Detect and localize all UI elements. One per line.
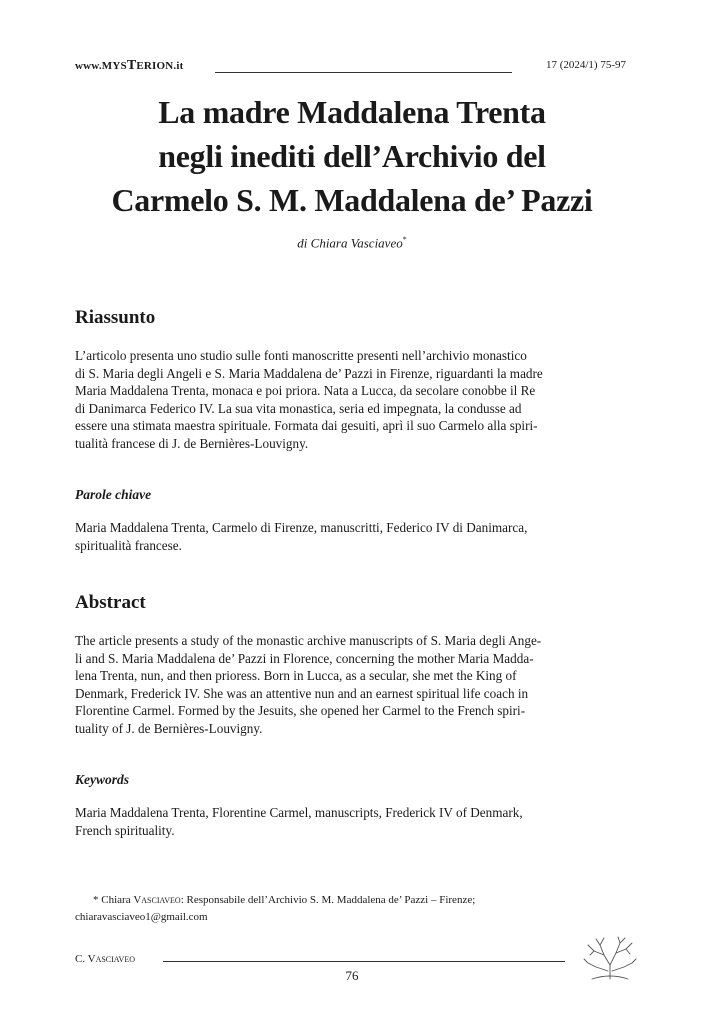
keywords-heading: Keywords (75, 772, 129, 787)
riassunto-line: di Danimarca Federico IV. La sua vita monastica, seria ed impegnata, la condusse ad (75, 400, 522, 416)
parole-chiave-line: Maria Maddalena Trenta, Carmelo di Firenze, manuscritti, Federico IV di Danimarca, (75, 520, 528, 535)
site-part1: www.MYS (75, 60, 127, 72)
abstract-text (75, 632, 635, 737)
article-author (0, 235, 704, 251)
coral-branch-icon (582, 935, 638, 981)
riassunto-line: L’articolo presenta uno studio sulle fonti manoscritte presenti nell’archivio monastico (75, 348, 527, 363)
site-big-letter: T (126, 58, 137, 73)
riassunto-heading: Riassunto (75, 307, 156, 328)
header-divider (215, 72, 512, 73)
abstract-line: li and S. Maria Maddalena de’ Pazzi in Florence, concerning the mother Maria Madda- (75, 650, 534, 666)
abstract-line: Florentine Carmel. Formed by the Jesuits, she opened her Carmel to the French spiri- (75, 703, 526, 718)
footer-divider (163, 961, 565, 962)
riassunto-line: di S. Maria degli Angeli e S. Maria Maddalena de’ Pazzi in Firenze, riguardanti la madre (75, 365, 543, 381)
title-line-3: Carmelo S. M. Maddalena de’ Pazzi (111, 182, 593, 218)
keywords-line: Maria Maddalena Trenta, Florentine Carmel, manuscripts, Frederick IV of Denmark, (75, 805, 523, 820)
page-number: 76 (345, 968, 359, 983)
site-part2: ERION.it (136, 60, 184, 72)
abstract-heading: Abstract (75, 592, 146, 613)
abstract-line: lena Trenta, nun, and then prioress. Born in Lucca, as a secular, she met the King of (75, 668, 517, 683)
title-line-2: negli inediti dell’Archivio del (158, 138, 546, 174)
author-footnote-mark: * (402, 235, 407, 244)
parole-chiave-text (75, 519, 635, 554)
parole-chiave-heading: Parole chiave (75, 487, 152, 502)
riassunto-line: tualità francese di J. de Bernières-Louvigny. (75, 435, 309, 451)
riassunto-line: essere una stimata maestra spirituale. Formata dai gesuiti, aprì il suo Carmelo alla spiri- (75, 418, 538, 433)
parole-chiave-line: spiritualità francese. (75, 537, 182, 553)
footnote-last-name: Vasciaveo (133, 894, 181, 906)
keywords-text (75, 804, 635, 839)
abstract-line: tuality of J. de Bernières-Louvigny. (75, 720, 263, 736)
footnote-email: chiaravasciaveo1@gmail.com (75, 911, 208, 923)
title-line-1: La madre Maddalena Trenta (158, 94, 546, 130)
author-footnote (75, 892, 635, 926)
riassunto-text (75, 347, 635, 452)
footnote-marker: * (93, 894, 99, 906)
keywords-line: French spirituality. (75, 822, 175, 838)
running-author: C. Vasciaveo (75, 953, 135, 965)
footnote-text: : Responsabile dell’Archivio S. M. Maddalena de’ Pazzi – Firenze; (180, 894, 476, 906)
riassunto-line: Maria Maddalena Trenta, monaca e poi priora. Nata a Lucca, da secolare conobbe il Re (75, 383, 536, 398)
article-title (0, 90, 704, 222)
journal-reference: 17 (2024/1) 75-97 (545, 59, 626, 71)
footnote-first-name: Chiara (101, 894, 131, 906)
abstract-line: Denmark, Frederick IV. She was an attentive nun and an earnest spiritual life coach in (75, 685, 529, 701)
abstract-line: The article presents a study of the monastic archive manuscripts of S. Maria degli Ange- (75, 633, 542, 648)
author-name: di Chiara Vasciaveo (297, 235, 403, 251)
journal-website (75, 58, 184, 74)
